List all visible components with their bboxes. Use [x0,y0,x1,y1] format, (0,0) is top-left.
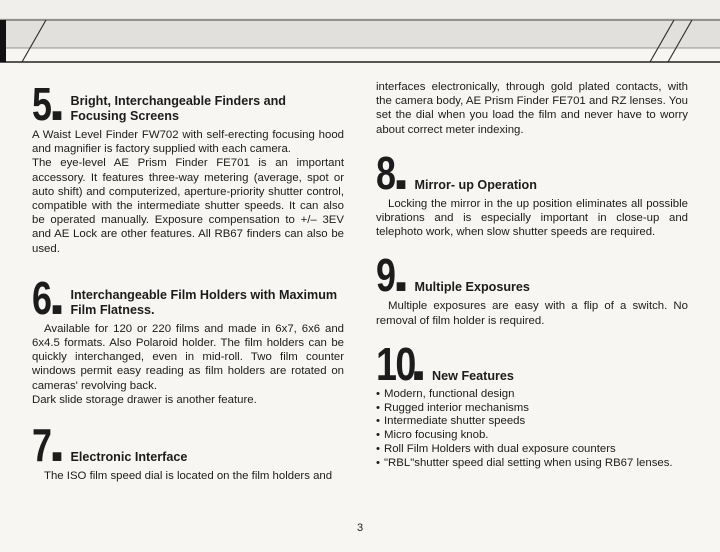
left-column [32,78,344,483]
bullet-mark: ■ [395,173,407,194]
section-number: 10 [376,337,415,390]
section-title: Mirror- up Operation [414,177,537,192]
section-number: 8 [376,146,395,199]
section-paragraph: Multiple exposures are easy with a flip of a switch. No removal of film holder is required. [376,300,688,327]
section-7 [32,419,344,483]
section-title: New Features [432,368,514,383]
decorative-header-banner [0,0,720,70]
list-item: • Roll Film Holders with dual exposure counters [376,443,688,457]
section-title: Bright, Interchangeable Finders and Focusing Screens [70,94,286,123]
section-paragraph: Locking the mirror in the up position eliminates all possible vibrations and is especially important in close-up and telephoto work, when slow shutter speeds are required. [376,197,688,239]
bullet-mark: ■ [51,105,63,125]
section-paragraph: The eye-level AE Prism Finder FE701 is an important accessory. It features three-way metering (average, spot or auto shift) and computerized, aperture-priority shutter control, compatible with the intermediate shutter speeds. It can also be operated manually. Exposure compensation to +/– 3EV and AE Lock are other features. All RB67 finders can also be used. [32,157,344,255]
section-number: 7 [32,419,51,472]
list-item: • Intermediate shutter speeds [376,415,688,429]
section-6 [32,271,344,407]
section-number: 9 [376,249,395,302]
section-8 [376,146,688,240]
section-number: 6 [32,271,51,324]
section-number: 5 [32,78,51,130]
section-title: Interchangeable Film Holders with Maximum Film Flatness. [70,287,338,317]
list-item: • Micro focusing knob. [376,429,688,443]
bullet-mark: ■ [413,364,425,385]
list-item: • Modern, functional design [376,388,688,402]
list-item: • Rugged interior mechanisms [376,402,688,416]
section-paragraph: Available for 120 or 220 films and made in 6x7, 6x6 and 6x4.5 formats. Also Polaroid holder. The film holders can be quickly interchanged, even in mid-roll. Two film counter windows permit easy reading as film holders are rotated on cameras' revolving back. [32,322,344,392]
section-9 [376,249,688,327]
section-5 [32,78,344,256]
bullet-mark: ■ [51,298,63,319]
section-10 [376,337,688,471]
section-title: Multiple Exposures [414,280,530,295]
section-paragraph-continued: interfaces electronically, through gold plated contacts, with the camera body, AE Prism Finder FE701 and RZ lenses. You set the dial when you load the film and never have to worry about correct meter indexing. [376,81,688,136]
feature-list [376,388,688,471]
section-paragraph: Dark slide storage drawer is another feature. [32,393,257,406]
page-number: 3 [356,522,364,534]
bullet-mark: ■ [395,276,407,297]
right-column [376,80,688,471]
section-paragraph: The ISO film speed dial is located on the film holders and [44,470,333,483]
section-paragraph: A Waist Level Finder FW702 with self-erecting focusing hood and magnifier is factory supplied with each camera. [32,129,344,156]
section-title: Electronic Interface [70,450,188,465]
list-item: • "RBL"shutter speed dial setting when using RB67 lenses. [376,457,688,471]
bullet-mark: ■ [51,446,63,467]
